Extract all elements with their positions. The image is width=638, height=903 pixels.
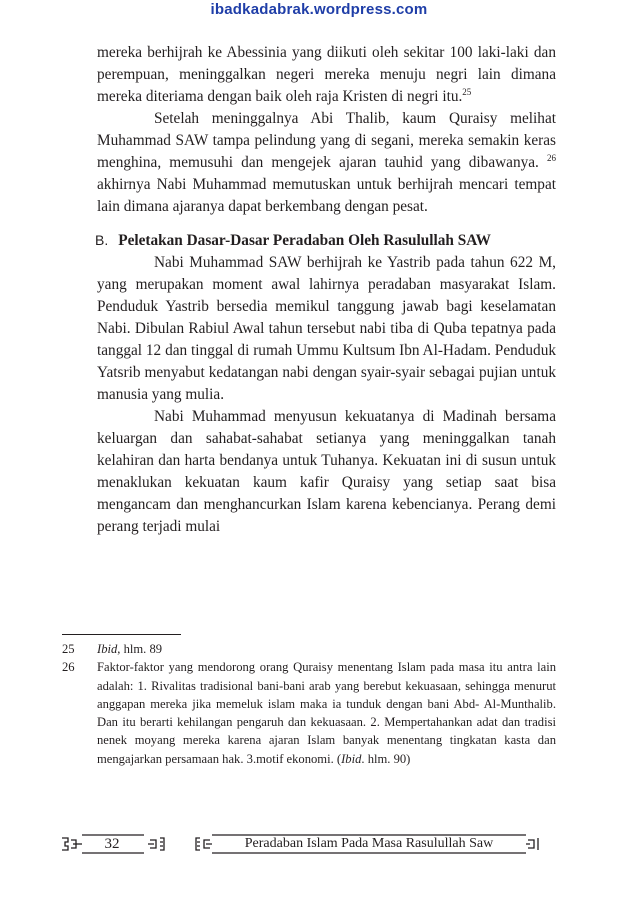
footnote-25-text: , hlm. 89 (117, 642, 163, 656)
footnote-rule (62, 634, 181, 635)
paragraph-2 (97, 108, 556, 218)
footnote-26-ibid: Ibid (341, 751, 362, 766)
paragraph-2-text-b: akhirnya Nabi Muhammad memutuskan untuk berhijrah mencari tempat lain dimana ajaranya dapat berkembang dengan pesat. (97, 176, 556, 215)
footnote-26-text: Faktor-faktor yang mendorong orang Quraisy menentang Islam pada masa itu antra lain adalah: 1. Rivalitas tradisional bani-bani arab yang berebut kekuasaan, sehingga menurut anggapan mereka jika memeluk islam maka ia tunduk dengan bani Abd- Al-Munthalib. Dan itu berarti kehilangan pengaruh dan kekuasaan. 2. Mempertahankan adat dan tradisi nenek moyang mereka karena ajaran Islam banyak menentang tingkatan kasta dan mengajarkan persamaan hak. 3.motif ekonomi. ( (97, 660, 556, 766)
paragraph-1 (97, 42, 556, 108)
footnote-25-number: 25 (62, 642, 75, 656)
running-title: Peradaban Islam Pada Masa Rasulullah Saw (244, 836, 494, 851)
page-number: 32 (104, 836, 120, 852)
main-text (97, 42, 556, 538)
paragraph-1-text: mereka berhijrah ke Abessinia yang diikuti oleh sekitar 100 laki-laki dan perempuan, meninggalkan negeri mereka menuju negri lain dimana mereka diteriama dengan baik oleh raja Kristen di negri itu. (97, 44, 556, 105)
section-letter: B. (95, 232, 109, 248)
paragraph-4: Nabi Muhammad menyusun kekuatanya di Madinah bersama keluargan dan sahabat-sahabat setianya yang meninggalkan tanah kelahiran dan harta bendanya untuk Tuhanya. Kekuatan ini di susun untuk menaklukan kekuatan kaum kafir Quraisy yang setiap saat bisa mengancam dan menghancurkan Islam karena kebencianya. Perang demi perang terjadi mulai (97, 408, 556, 535)
watermark: ibadkadabrak.wordpress.com (210, 1, 428, 18)
paragraph-2-text-a: Setelah meninggalnya Abi Thalib, kaum Quraisy melihat Muhammad SAW tampa pelindung yang di segani, mereka semakin keras menghina, memusuhi dan mengejek ajaran tauhid yang dibawanya. (97, 110, 556, 171)
footnote-ref-26: 26 (547, 152, 556, 163)
footnote-25 (62, 640, 556, 658)
footnote-26-number: 26 (62, 660, 75, 675)
section-title: Peletakan Dasar-Dasar Peradaban Oleh Rasulullah SAW (118, 232, 491, 249)
section-heading (95, 229, 556, 252)
footnote-ref-25: 25 (462, 86, 472, 97)
footnotes (62, 640, 556, 768)
page-footer (60, 832, 540, 856)
paragraph-3: Nabi Muhammad SAW berhijrah ke Yastrib pada tahun 622 M, yang merupakan moment awal lahirnya peradaban masyarakat Islam. Penduduk Yastrib bersedia memikul tanggung jawab bagi keselamatan Nabi. Dibulan Rabiul Awal tahun tersebut nabi tiba di Quba tepatnya pada tanggal 12 dan tinggal di rumah Ummu Kultsum Ibn Al-Hadam. Penduduk Yatsrib menyabut kedatangan nabi dengan syair-syair sebagai pujian untuk manusia yang mulia. (97, 254, 556, 403)
footnote-26 (62, 658, 556, 768)
footnote-26-end: . hlm. 90) (361, 751, 411, 766)
footnote-25-ibid: Ibid (97, 642, 118, 656)
